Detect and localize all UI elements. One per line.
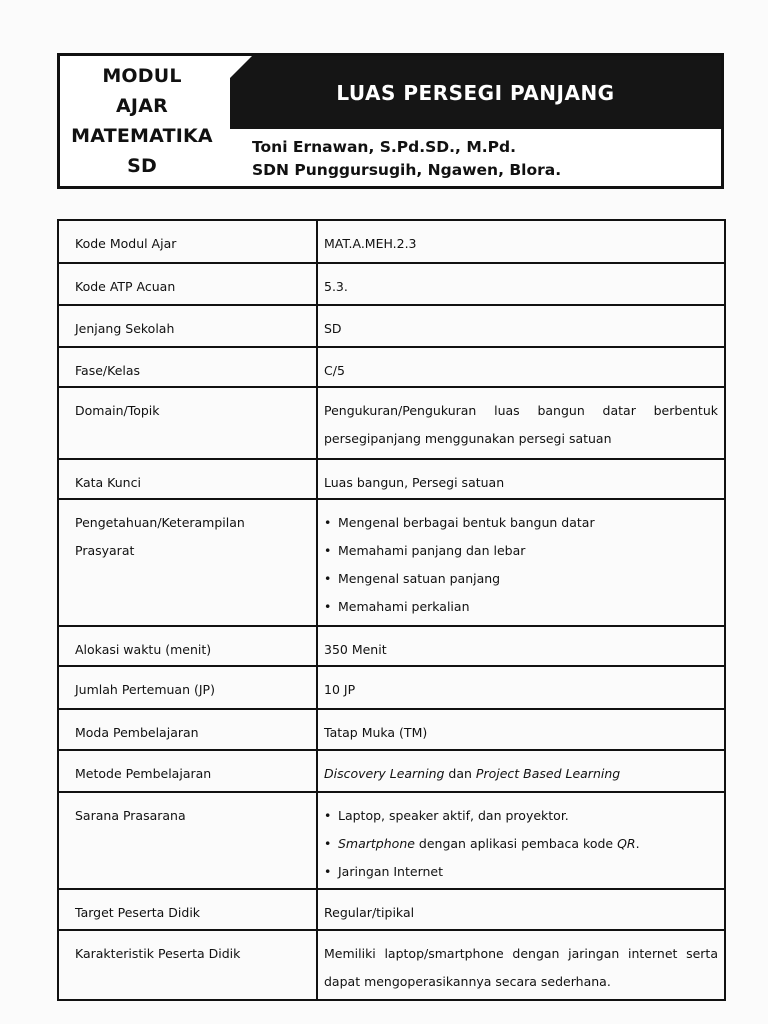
row-label: Fase/Kelas	[58, 347, 317, 387]
row-label: Kata Kunci	[58, 459, 317, 499]
author-info	[230, 129, 721, 186]
table-row	[58, 626, 725, 666]
table-row	[58, 792, 725, 889]
table-row	[58, 499, 725, 626]
row-value: Luas bangun, Persegi satuan	[317, 459, 725, 499]
row-value: MAT.A.MEH.2.3	[317, 220, 725, 263]
table-row	[58, 750, 725, 792]
table-row	[58, 220, 725, 263]
row-label: Domain/Topik	[58, 387, 317, 459]
smartphone-mid-text: dengan aplikasi pembaca kode	[414, 836, 618, 851]
smartphone-text: Smartphone	[338, 836, 415, 851]
list-item: • Jaringan Internet	[324, 858, 718, 886]
row-label-line-2: Prasyarat	[75, 543, 135, 558]
table-row	[58, 347, 725, 387]
module-title: LUAS PERSEGI PANJANG	[336, 80, 615, 105]
row-value: Regular/tipikal	[317, 889, 725, 930]
list-item: • Mengenal satuan panjang	[324, 565, 718, 593]
row-label: Kode Modul Ajar	[58, 220, 317, 263]
row-label: Jumlah Pertemuan (JP)	[58, 666, 317, 709]
row-label: Alokasi waktu (menit)	[58, 626, 317, 666]
method-and: dan	[444, 766, 476, 781]
table-row	[58, 666, 725, 709]
list-item: • Memahami panjang dan lebar	[324, 537, 718, 565]
module-label-line-1: MODUL	[102, 65, 182, 87]
row-value: C/5	[317, 347, 725, 387]
row-value: 350 Menit	[317, 626, 725, 666]
method-pbl: Project Based Learning	[475, 766, 621, 781]
list-item: • Mengenal berbagai bentuk bangun datar	[324, 509, 718, 537]
module-label-line-3: MATEMATIKA	[71, 125, 213, 147]
row-value	[317, 499, 725, 626]
qr-text: QR	[617, 836, 636, 851]
row-value: SD	[317, 305, 725, 347]
table-row	[58, 889, 725, 930]
row-label-line-1: Pengetahuan/Keterampilan	[75, 515, 245, 530]
module-label	[60, 56, 224, 186]
table-row	[58, 709, 725, 750]
smartphone-end-text: .	[635, 836, 640, 851]
module-label-line-4: SD	[127, 155, 157, 177]
row-label	[58, 499, 317, 626]
table-row	[58, 263, 725, 305]
author-name: Toni Ernawan, S.Pd.SD., M.Pd.	[252, 138, 516, 156]
list-item: • Memahami perkalian	[324, 593, 718, 621]
module-label-line-2: AJAR	[116, 95, 168, 117]
row-value: 10 JP	[317, 666, 725, 709]
row-label: Sarana Prasarana	[58, 792, 317, 889]
module-header	[57, 53, 724, 189]
row-label: Metode Pembelajaran	[58, 750, 317, 792]
table-row	[58, 387, 725, 459]
row-label: Karakteristik Peserta Didik	[58, 930, 317, 1000]
row-value: 5.3.	[317, 263, 725, 305]
row-value: Memiliki laptop/smartphone dengan jaringan internet serta dapat mengoperasikannya secara sederhana.	[317, 930, 725, 1000]
row-label: Jenjang Sekolah	[58, 305, 317, 347]
school-name: SDN Punggursugih, Ngawen, Blora.	[252, 161, 562, 179]
list-item: • Laptop, speaker aktif, dan proyektor.	[324, 802, 718, 830]
list-item	[324, 830, 718, 858]
row-value: Tatap Muka (TM)	[317, 709, 725, 750]
method-discovery: Discovery Learning	[324, 766, 445, 781]
table-row	[58, 305, 725, 347]
row-value: Pengukuran/Pengukuran luas bangun datar berbentuk persegipanjang menggunakan persegi satuan	[317, 387, 725, 459]
facility-list	[324, 802, 718, 886]
prerequisite-list	[324, 509, 718, 621]
module-info-table	[57, 219, 726, 1001]
row-value	[317, 750, 725, 792]
row-label: Moda Pembelajaran	[58, 709, 317, 750]
row-value	[317, 792, 725, 889]
table-row	[58, 459, 725, 499]
table-row	[58, 930, 725, 1000]
row-label: Kode ATP Acuan	[58, 263, 317, 305]
row-label: Target Peserta Didik	[58, 889, 317, 930]
